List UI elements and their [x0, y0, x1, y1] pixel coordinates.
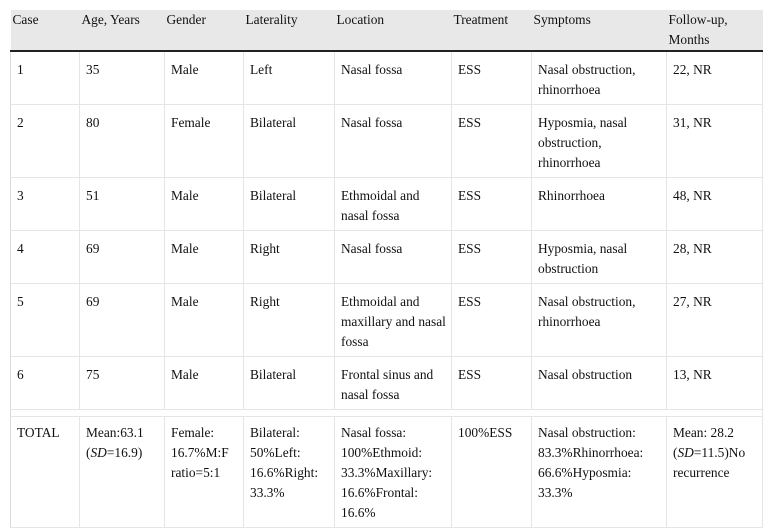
- cell-treatment: ESS: [452, 105, 532, 178]
- total-laterality: Bilateral: 50%Left: 16.6%Right: 33.3%: [244, 417, 335, 528]
- cell-gender: Male: [165, 284, 244, 357]
- cell-treatment: ESS: [452, 51, 532, 105]
- cell-age: 69: [80, 231, 165, 284]
- cell-location: Ethmoidal and maxillary and nasal fossa: [335, 284, 452, 357]
- total-row: [11, 417, 763, 528]
- cell-followup: 31, NR: [667, 105, 763, 178]
- cell-gender: Male: [165, 51, 244, 105]
- cell-symptoms: Nasal obstruction, rhinorrhoea: [532, 284, 667, 357]
- cell-treatment: ESS: [452, 178, 532, 231]
- cell-laterality: Bilateral: [244, 105, 335, 178]
- cell-followup: 27, NR: [667, 284, 763, 357]
- cell-gender: Female: [165, 105, 244, 178]
- header-row: [11, 10, 763, 51]
- cell-treatment: ESS: [452, 357, 532, 410]
- cell-symptoms: Nasal obstruction: [532, 357, 667, 410]
- case-table-container: [10, 10, 762, 520]
- table-row: [11, 231, 763, 284]
- cell-case: 5: [11, 284, 80, 357]
- cell-location: Nasal fossa: [335, 105, 452, 178]
- cell-symptoms: Rhinorrhoea: [532, 178, 667, 231]
- cell-age: 35: [80, 51, 165, 105]
- table-row: [11, 178, 763, 231]
- cell-followup: 48, NR: [667, 178, 763, 231]
- cell-followup: 22, NR: [667, 51, 763, 105]
- total-gender: Female: 16.7%M:F ratio=5:1: [165, 417, 244, 528]
- cell-location: Nasal fossa: [335, 231, 452, 284]
- cell-followup: 13, NR: [667, 357, 763, 410]
- cell-location: Nasal fossa: [335, 51, 452, 105]
- cell-age: 69: [80, 284, 165, 357]
- total-location: Nasal fossa: 100%Ethmoid: 33.3%Maxillary: 16.6%Frontal: 16.6%: [335, 417, 452, 528]
- cell-treatment: ESS: [452, 284, 532, 357]
- spacer-cell: [11, 410, 763, 417]
- cell-age: 80: [80, 105, 165, 178]
- total-treatment: 100%ESS: [452, 417, 532, 528]
- header-case: Case: [11, 10, 80, 51]
- table-row: [11, 105, 763, 178]
- total-followup: Mean: 28.2 (SD=11.5)No recurrence: [667, 417, 763, 528]
- header-age: Age, Years: [80, 10, 165, 51]
- cell-laterality: Left: [244, 51, 335, 105]
- table-row: [11, 284, 763, 357]
- cell-location: Frontal sinus and nasal fossa: [335, 357, 452, 410]
- total-label: TOTAL: [11, 417, 80, 528]
- cell-age: 75: [80, 357, 165, 410]
- cell-laterality: Bilateral: [244, 357, 335, 410]
- case-series-table: [10, 10, 763, 528]
- cell-laterality: Right: [244, 231, 335, 284]
- header-location: Location: [335, 10, 452, 51]
- header-symptoms: Symptoms: [532, 10, 667, 51]
- cell-gender: Male: [165, 357, 244, 410]
- cell-symptoms: Hyposmia, nasal obstruction, rhinorrhoea: [532, 105, 667, 178]
- header-gender: Gender: [165, 10, 244, 51]
- cell-age: 51: [80, 178, 165, 231]
- cell-location: Ethmoidal and nasal fossa: [335, 178, 452, 231]
- cell-laterality: Bilateral: [244, 178, 335, 231]
- header-treatment: Treatment: [452, 10, 532, 51]
- cell-followup: 28, NR: [667, 231, 763, 284]
- total-symptoms: Nasal obstruction: 83.3%Rhinorrhoea: 66.6%Hyposmia: 33.3%: [532, 417, 667, 528]
- total-age: Mean:63.1 (SD=16.9): [80, 417, 165, 528]
- cell-gender: Male: [165, 231, 244, 284]
- cell-case: 6: [11, 357, 80, 410]
- cell-laterality: Right: [244, 284, 335, 357]
- cell-symptoms: Nasal obstruction, rhinorrhoea: [532, 51, 667, 105]
- table-row: [11, 51, 763, 105]
- table-row: [11, 357, 763, 410]
- cell-case: 4: [11, 231, 80, 284]
- cell-case: 3: [11, 178, 80, 231]
- cell-case: 2: [11, 105, 80, 178]
- spacer-row: [11, 410, 763, 417]
- cell-gender: Male: [165, 178, 244, 231]
- cell-treatment: ESS: [452, 231, 532, 284]
- header-laterality: Laterality: [244, 10, 335, 51]
- header-followup: Follow-up, Months: [667, 10, 763, 51]
- cell-symptoms: Hyposmia, nasal obstruction: [532, 231, 667, 284]
- cell-case: 1: [11, 51, 80, 105]
